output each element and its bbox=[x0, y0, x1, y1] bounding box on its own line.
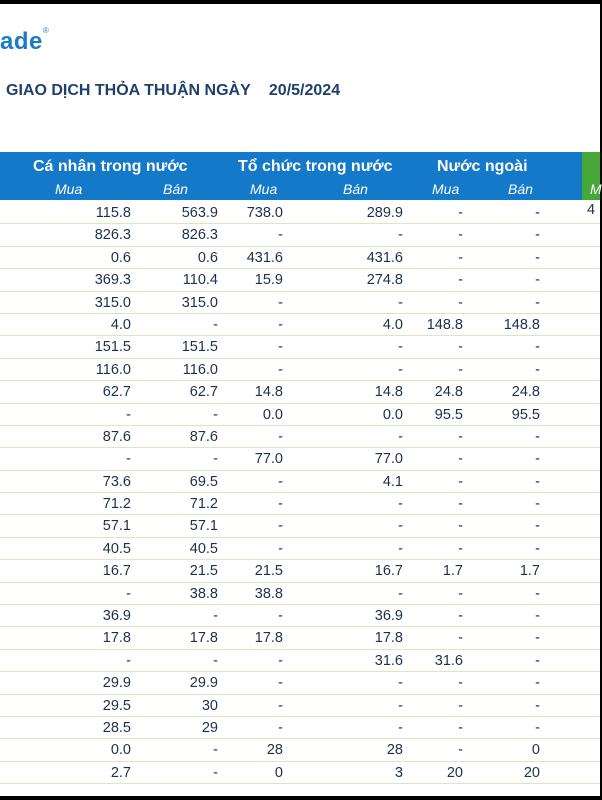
cell-individual-buy: 2.7 bbox=[110, 764, 131, 781]
cell-institution-sell: 17.8 bbox=[374, 630, 403, 647]
cell-foreign-sell: - bbox=[535, 428, 540, 445]
cell-individual-buy: 62.7 bbox=[102, 384, 131, 401]
cell-foreign-buy: 148.8 bbox=[426, 316, 463, 333]
cell-individual-sell: 71.2 bbox=[189, 496, 218, 513]
cell-individual-sell: 315.0 bbox=[181, 294, 218, 311]
cell-individual-buy: 87.6 bbox=[102, 428, 131, 445]
table-row bbox=[0, 695, 600, 717]
cell-individual-buy: 71.2 bbox=[102, 496, 131, 513]
table-row bbox=[0, 493, 600, 515]
table-row bbox=[0, 404, 600, 426]
cell-individual-buy: - bbox=[126, 652, 131, 669]
table-row bbox=[0, 672, 600, 694]
cell-foreign-buy: - bbox=[458, 361, 463, 378]
table-row bbox=[0, 538, 600, 560]
group-header-institution: Tổ chức trong nước bbox=[238, 158, 393, 175]
cell-individual-buy: 4.0 bbox=[110, 316, 131, 333]
cell-individual-sell: 29 bbox=[201, 719, 218, 736]
cell-individual-sell: - bbox=[213, 316, 218, 333]
cell-foreign-buy: - bbox=[458, 205, 463, 221]
cell-institution-buy: 14.8 bbox=[254, 384, 283, 401]
cell-individual-sell: 110.4 bbox=[182, 272, 218, 289]
cell-foreign-sell: - bbox=[535, 675, 540, 692]
subheader-individual-buy: Mua bbox=[55, 181, 83, 197]
cell-institution-sell: - bbox=[398, 540, 403, 557]
cell-individual-sell: 62.7 bbox=[189, 384, 218, 401]
cell-foreign-sell: - bbox=[535, 294, 540, 311]
subheader-individual-sell: Bán bbox=[163, 181, 188, 197]
cell-institution-buy: 0.0 bbox=[262, 406, 283, 423]
cell-institution-sell: - bbox=[398, 675, 403, 692]
cell-foreign-sell: - bbox=[535, 451, 540, 468]
table-row bbox=[0, 583, 600, 605]
cell-institution-sell: 31.6 bbox=[374, 652, 403, 669]
cell-individual-buy: 29.5 bbox=[102, 697, 131, 714]
cell-foreign-sell: - bbox=[535, 339, 540, 356]
cell-individual-sell: 87.6 bbox=[189, 428, 218, 445]
cell-foreign-sell: - bbox=[535, 630, 540, 647]
cell-individual-buy: 57.1 bbox=[102, 518, 131, 535]
cell-foreign-buy: - bbox=[458, 428, 463, 445]
cell-foreign-buy: - bbox=[458, 608, 463, 625]
cell-institution-sell: 274.8 bbox=[366, 272, 403, 289]
table-row bbox=[0, 515, 600, 537]
table-row bbox=[0, 650, 600, 672]
cell-individual-buy: 29.9 bbox=[102, 675, 131, 692]
cell-individual-buy: 116.0 bbox=[95, 361, 131, 378]
table-row bbox=[0, 762, 600, 784]
cell-foreign-buy: - bbox=[458, 697, 463, 714]
cell-foreign-buy: - bbox=[458, 339, 463, 356]
cell-foreign-sell: - bbox=[535, 719, 540, 736]
cell-individual-sell: - bbox=[213, 764, 218, 781]
cell-institution-buy: - bbox=[278, 496, 283, 513]
cell-foreign-buy: 31.6 bbox=[434, 652, 463, 669]
cell-institution-buy: 15.9 bbox=[254, 272, 283, 289]
cell-individual-buy: 151.5 bbox=[94, 339, 131, 356]
cell-institution-buy: - bbox=[278, 608, 283, 625]
cell-foreign-buy: 24.8 bbox=[434, 384, 463, 401]
table-row bbox=[0, 247, 600, 269]
cell-foreign-buy: - bbox=[458, 272, 463, 289]
cell-institution-buy: 431.6 bbox=[246, 249, 283, 266]
cell-foreign-buy: - bbox=[458, 249, 463, 266]
cell-individual-buy: 17.8 bbox=[102, 630, 131, 647]
cell-individual-sell: 69.5 bbox=[189, 473, 218, 490]
table-row bbox=[0, 381, 600, 403]
next-group-header bbox=[582, 152, 600, 200]
cell-foreign-buy: 95.5 bbox=[434, 406, 463, 423]
cell-individual-buy: 115.8 bbox=[95, 205, 131, 221]
cell-individual-sell: 29.9 bbox=[189, 675, 218, 692]
table-row bbox=[0, 292, 600, 314]
cell-individual-buy: 36.9 bbox=[102, 608, 131, 625]
registered-mark: ® bbox=[42, 26, 50, 35]
cell-foreign-buy: - bbox=[458, 585, 463, 602]
cell-foreign-sell: 95.5 bbox=[511, 406, 540, 423]
group-header-individual: Cá nhân trong nước bbox=[33, 158, 188, 175]
table-row bbox=[0, 314, 600, 336]
cell-individual-buy: 826.3 bbox=[94, 227, 131, 244]
next-group-value: 4 bbox=[587, 202, 596, 218]
cell-institution-sell: 36.9 bbox=[374, 608, 403, 625]
cell-foreign-sell: - bbox=[535, 249, 540, 266]
cell-institution-buy: - bbox=[278, 719, 283, 736]
cell-foreign-buy: - bbox=[458, 719, 463, 736]
cell-individual-buy: 40.5 bbox=[102, 540, 131, 557]
spreadsheet bbox=[0, 4, 600, 796]
title-date: 20/5/2024 bbox=[268, 82, 341, 99]
group-header-foreign: Nước ngoài bbox=[437, 158, 528, 175]
table-row bbox=[0, 448, 600, 470]
cell-institution-buy: 738.0 bbox=[246, 205, 283, 221]
cell-individual-buy: 369.3 bbox=[94, 272, 131, 289]
table-row bbox=[0, 359, 600, 381]
cell-individual-sell: 116.0 bbox=[182, 361, 218, 378]
cell-individual-buy: - bbox=[126, 585, 131, 602]
cell-institution-sell: - bbox=[398, 518, 403, 535]
cell-foreign-buy: - bbox=[458, 451, 463, 468]
cell-institution-sell: - bbox=[398, 585, 403, 602]
cell-foreign-sell: - bbox=[535, 518, 540, 535]
cell-institution-sell: - bbox=[398, 697, 403, 714]
cell-foreign-sell: - bbox=[535, 697, 540, 714]
cell-foreign-buy: - bbox=[458, 630, 463, 647]
cell-institution-sell: 431.6 bbox=[366, 249, 403, 266]
cell-institution-buy: - bbox=[278, 339, 283, 356]
title-text: GIAO DỊCH THỎA THUẬN NGÀY bbox=[6, 82, 251, 99]
cell-individual-sell: 17.8 bbox=[189, 630, 218, 647]
cell-foreign-sell: - bbox=[535, 608, 540, 625]
table-body bbox=[0, 202, 600, 784]
cell-institution-buy: - bbox=[278, 697, 283, 714]
cell-individual-buy: - bbox=[126, 406, 131, 423]
cell-institution-buy: 21.5 bbox=[254, 563, 283, 580]
cell-individual-sell: - bbox=[213, 742, 218, 759]
cell-foreign-sell: 1.7 bbox=[519, 563, 540, 580]
cell-institution-buy: 0 bbox=[274, 764, 283, 781]
logo-text: ade bbox=[0, 28, 43, 55]
cell-institution-sell: - bbox=[398, 719, 403, 736]
cell-individual-sell: 826.3 bbox=[181, 227, 218, 244]
cell-foreign-buy: 20 bbox=[446, 764, 463, 781]
cell-individual-sell: - bbox=[213, 652, 218, 669]
cell-foreign-sell: 20 bbox=[523, 764, 540, 781]
cell-foreign-buy: 1.7 bbox=[442, 563, 463, 580]
cell-individual-buy: 315.0 bbox=[94, 294, 131, 311]
cell-individual-sell: 57.1 bbox=[189, 518, 218, 535]
next-group-subheader: M bbox=[590, 181, 602, 197]
cell-foreign-buy: - bbox=[458, 496, 463, 513]
table-row bbox=[0, 224, 600, 246]
cell-individual-sell: 38.8 bbox=[189, 585, 218, 602]
cell-individual-sell: 40.5 bbox=[189, 540, 218, 557]
cell-foreign-buy: - bbox=[458, 518, 463, 535]
cell-individual-sell: - bbox=[213, 608, 218, 625]
subheader-foreign-sell: Bán bbox=[508, 181, 533, 197]
cell-foreign-sell: - bbox=[535, 496, 540, 513]
cell-institution-buy: 38.8 bbox=[254, 585, 283, 602]
cell-individual-sell: - bbox=[213, 406, 218, 423]
cell-individual-buy: 0.6 bbox=[110, 249, 131, 266]
cell-institution-sell: - bbox=[398, 227, 403, 244]
cell-institution-sell: - bbox=[398, 496, 403, 513]
cell-foreign-buy: - bbox=[458, 742, 463, 759]
cell-foreign-sell: - bbox=[535, 585, 540, 602]
table-row bbox=[0, 269, 600, 291]
cell-institution-buy: 77.0 bbox=[254, 451, 283, 468]
cell-institution-buy: 28 bbox=[266, 742, 283, 759]
report-title bbox=[6, 82, 340, 100]
cell-foreign-buy: - bbox=[458, 675, 463, 692]
cell-foreign-sell: - bbox=[535, 540, 540, 557]
table-row bbox=[0, 202, 600, 224]
table-header bbox=[0, 152, 585, 200]
cell-foreign-buy: - bbox=[458, 473, 463, 490]
cell-foreign-sell: - bbox=[535, 272, 540, 289]
cell-institution-sell: 14.8 bbox=[374, 384, 403, 401]
cell-institution-buy: 17.8 bbox=[254, 630, 283, 647]
cell-institution-sell: - bbox=[398, 294, 403, 311]
cell-foreign-buy: - bbox=[458, 540, 463, 557]
cell-institution-buy: - bbox=[278, 428, 283, 445]
cell-individual-buy: 16.7 bbox=[102, 563, 131, 580]
cell-individual-buy: 73.6 bbox=[102, 473, 131, 490]
cell-institution-sell: 4.0 bbox=[382, 316, 403, 333]
subheader-foreign-buy: Mua bbox=[432, 181, 460, 197]
cell-institution-sell: - bbox=[398, 361, 403, 378]
cell-institution-sell: - bbox=[398, 339, 403, 356]
cell-individual-buy: 0.0 bbox=[110, 742, 131, 759]
table-row bbox=[0, 560, 600, 582]
cell-foreign-sell: 148.8 bbox=[503, 316, 540, 333]
cell-institution-buy: - bbox=[278, 361, 283, 378]
cell-institution-buy: - bbox=[278, 227, 283, 244]
cell-institution-buy: - bbox=[278, 652, 283, 669]
cell-individual-sell: 151.5 bbox=[181, 339, 218, 356]
cell-institution-sell: 28 bbox=[386, 742, 403, 759]
table-row bbox=[0, 627, 600, 649]
cell-institution-sell: 3 bbox=[394, 764, 403, 781]
table-row bbox=[0, 605, 600, 627]
table-row bbox=[0, 717, 600, 739]
cell-foreign-sell: - bbox=[535, 205, 540, 221]
cell-individual-sell: 30 bbox=[201, 697, 218, 714]
cell-foreign-buy: - bbox=[458, 294, 463, 311]
cell-institution-sell: 77.0 bbox=[374, 451, 403, 468]
cell-individual-sell: 21.5 bbox=[189, 563, 218, 580]
cell-individual-buy: - bbox=[126, 451, 131, 468]
cell-foreign-sell: - bbox=[535, 652, 540, 669]
brand-logo bbox=[0, 28, 49, 56]
cell-individual-sell: - bbox=[213, 451, 218, 468]
subheader-institution-sell: Bán bbox=[343, 181, 368, 197]
cell-institution-sell: 289.9 bbox=[366, 205, 403, 221]
cell-institution-buy: - bbox=[278, 316, 283, 333]
table-row bbox=[0, 336, 600, 358]
subheader-institution-buy: Mua bbox=[250, 181, 278, 197]
cell-institution-buy: - bbox=[278, 675, 283, 692]
cell-individual-sell: 563.9 bbox=[181, 205, 218, 221]
cell-foreign-sell: - bbox=[535, 361, 540, 378]
cell-institution-sell: 4.1 bbox=[382, 473, 403, 490]
table-row bbox=[0, 739, 600, 761]
cell-foreign-sell: - bbox=[535, 473, 540, 490]
cell-foreign-buy: - bbox=[458, 227, 463, 244]
cell-foreign-sell: 24.8 bbox=[511, 384, 540, 401]
cell-institution-buy: - bbox=[278, 540, 283, 557]
table-row bbox=[0, 426, 600, 448]
cell-institution-buy: - bbox=[278, 473, 283, 490]
cell-institution-sell: 0.0 bbox=[382, 406, 403, 423]
cell-foreign-sell: - bbox=[535, 227, 540, 244]
cell-institution-sell: - bbox=[398, 428, 403, 445]
cell-institution-buy: - bbox=[278, 518, 283, 535]
cell-individual-sell: 0.6 bbox=[197, 249, 218, 266]
cell-individual-buy: 28.5 bbox=[102, 719, 131, 736]
cell-foreign-sell: 0 bbox=[531, 742, 540, 759]
table-row bbox=[0, 471, 600, 493]
cell-institution-buy: - bbox=[278, 294, 283, 311]
cell-institution-sell: 16.7 bbox=[374, 563, 403, 580]
